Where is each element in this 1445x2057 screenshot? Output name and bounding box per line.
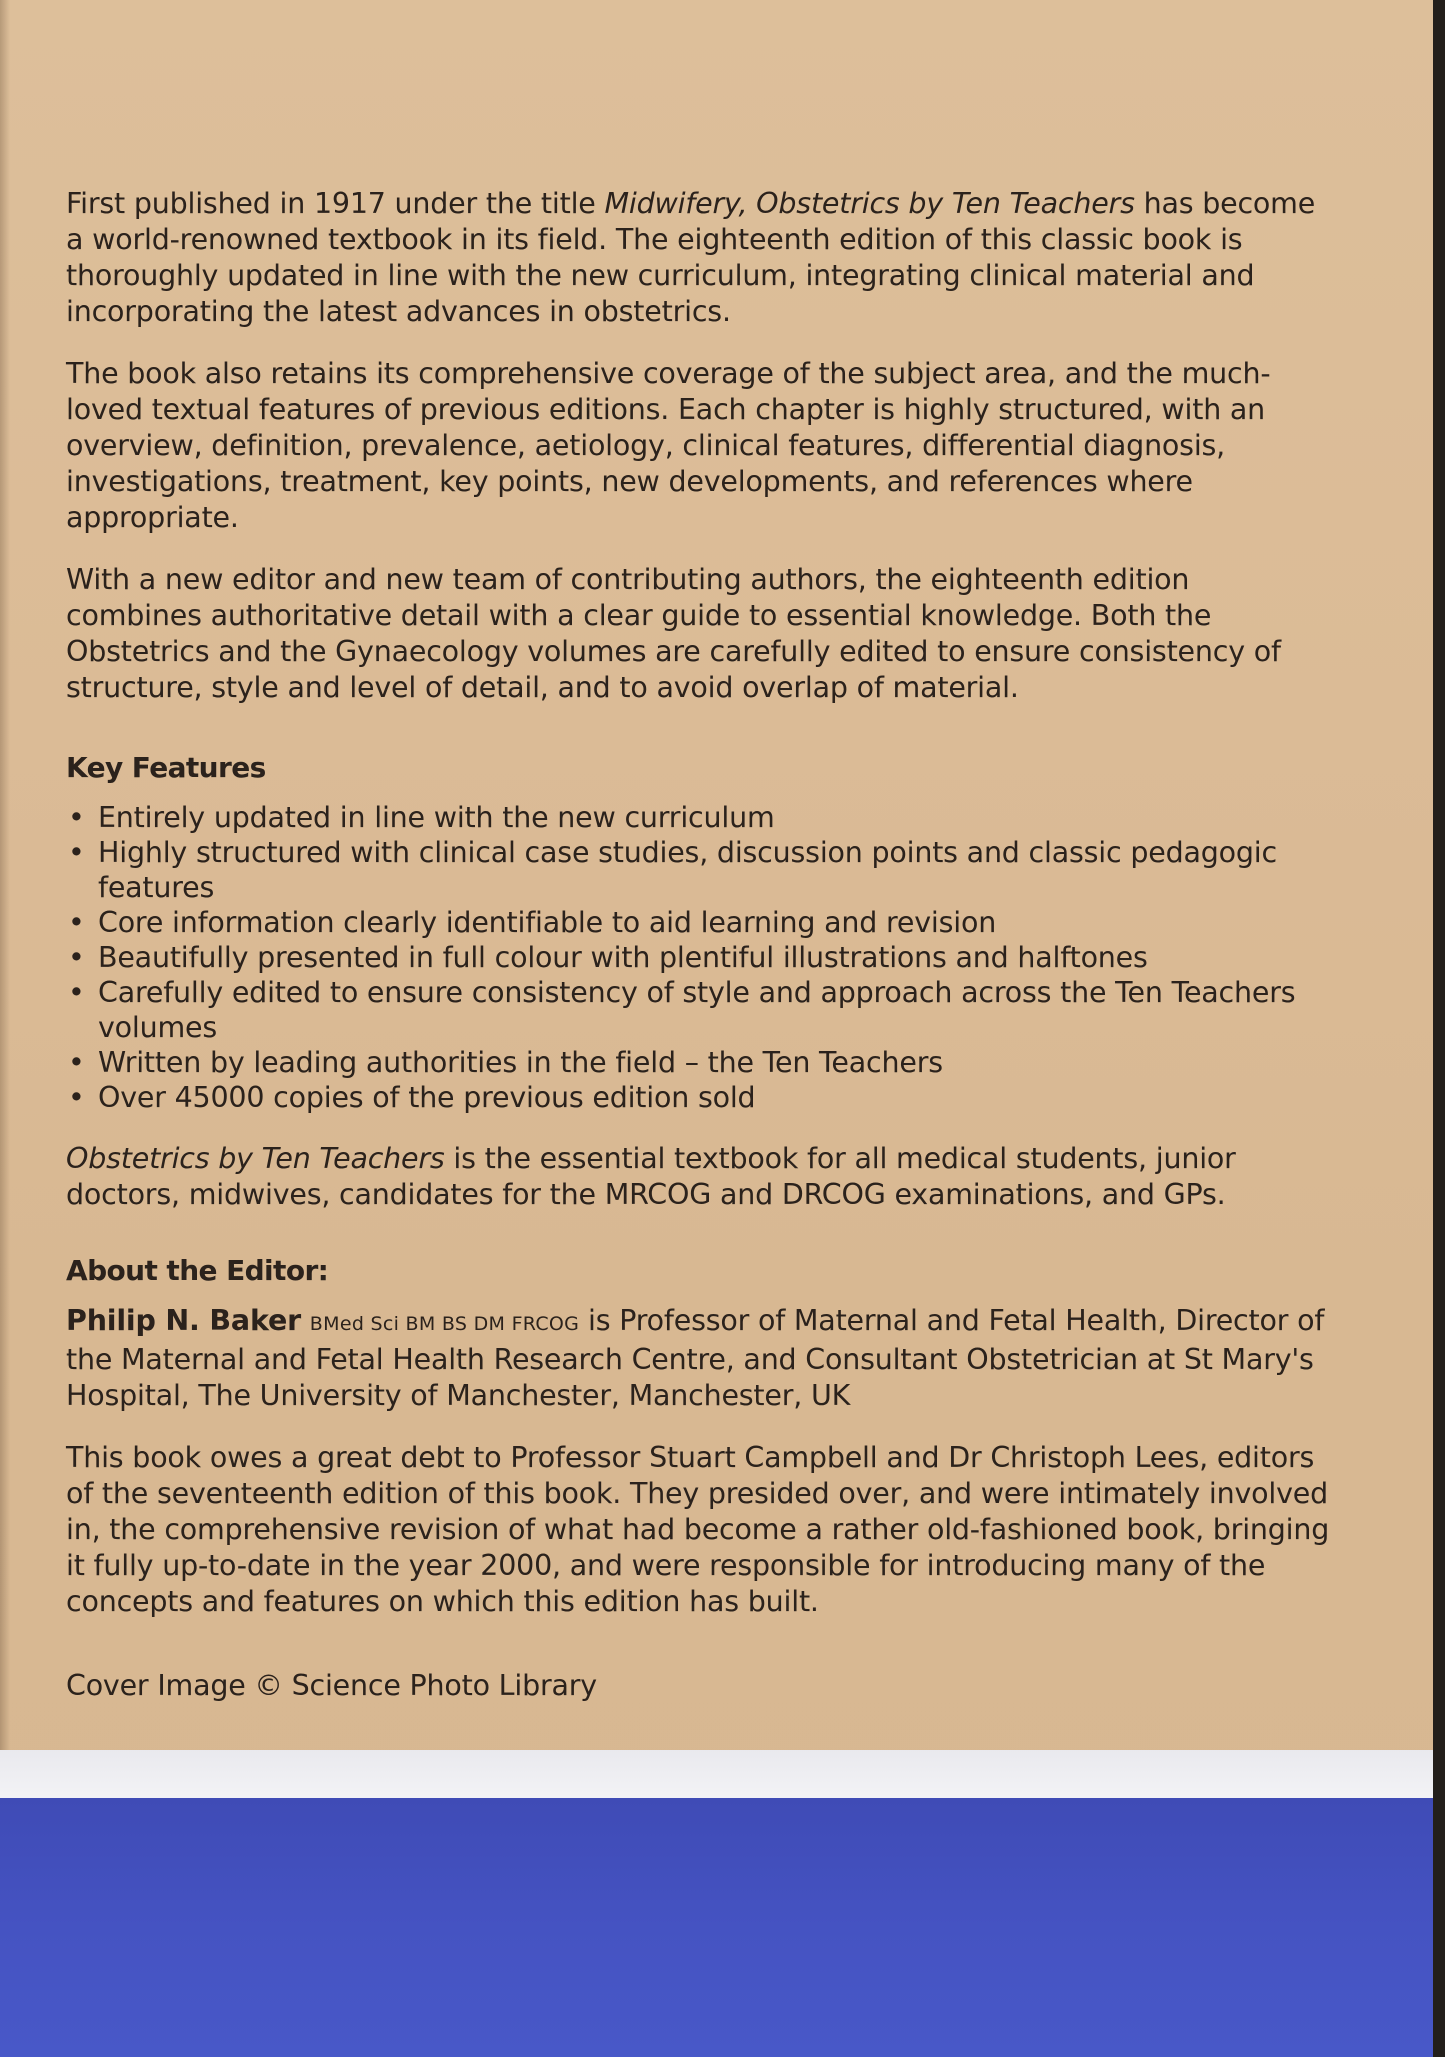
bullet-icon: • — [68, 1046, 85, 1079]
cover-image-credit: Cover Image © Science Photo Library — [66, 1669, 597, 1702]
intro-paragraph-1: First published in 1917 under the title Midwifery, Obstetrics by Ten Teachers has become a world-renowned textbook in its field. The eighteenth edition of this classic book is thoroughly updated in line with the new curriculum, integrating clinical material and incorporating the latest advances in obstetrics. — [66, 187, 1316, 328]
bullet-icon: • — [68, 836, 85, 869]
book-title: Obstetrics by Ten Teachers — [66, 1142, 445, 1175]
acknowledgement-paragraph: This book owes a great debt to Professor Stuart Campbell and Dr Christoph Lees, editors of the seventeenth edition of this book. They presided over, and were intimately involved in, the comprehensive revision of what had become a rather old-fashioned book, bringing it fully up-to-date in the year 2000, and were responsible for introducing many of the concepts and features on which this edition has built. — [66, 1441, 1330, 1618]
blue-band — [0, 1798, 1433, 2057]
list-item: • Highly structured with clinical case studies, discussion points and classic pedagogic features — [68, 836, 1277, 904]
list-item: • Written by leading authorities in the field – the Ten Teachers — [68, 1046, 943, 1079]
bullet-icon: • — [68, 976, 85, 1009]
white-stripe — [0, 1750, 1433, 1800]
bullet-icon: • — [68, 941, 85, 974]
bullet-icon: • — [68, 801, 85, 834]
intro-paragraph-2: The book also retains its comprehensive coverage of the subject area, and the much-loved textual features of previous editions. Each chapter is highly structured, with an overview, definition, prevalence, aetiology, clinical features, differential diagnosis, investigations, treatment, key points, new developments, and references where appropriate. — [66, 357, 1271, 534]
cover-edge-shadow — [0, 0, 10, 1750]
audience-paragraph: Obstetrics by Ten Teachers is the essential textbook for all medical students, junior doctors, midwives, candidates for the MRCOG and DRCOG examinations, and GPs. — [66, 1142, 1236, 1211]
about-editor-heading: About the Editor: — [66, 1254, 329, 1287]
editor-qualifications: BMed Sci BM BS DM FRCOG — [309, 1313, 580, 1335]
intro-paragraph-3: With a new editor and new team of contributing authors, the eighteenth edition combines authoritative detail with a clear guide to essential knowledge. Both the Obstetrics and the Gynaecology volumes are carefully edited to ensure consistency of structure, style and level of detail, and to avoid overlap of material. — [66, 563, 1281, 704]
key-features-heading: Key Features — [66, 751, 266, 784]
bullet-icon: • — [68, 1081, 85, 1114]
list-item: • Beautifully presented in full colour with plentiful illustrations and halftones — [68, 941, 1148, 974]
editor-name: Philip N. Baker — [66, 1304, 301, 1337]
list-item: • Core information clearly identifiable to aid learning and revision — [68, 906, 997, 939]
editor-bio-paragraph: Philip N. Baker BMed Sci BM BS DM FRCOG is Professor of Maternal and Fetal Health, Director of the Maternal and Fetal Health Research Centre, and Consultant Obstetrician at St Mary's Hospital, The University of Manchester, Manchester, UK — [66, 1304, 1325, 1412]
bullet-icon: • — [68, 906, 85, 939]
list-item: • Over 45000 copies of the previous edition sold — [68, 1081, 756, 1114]
blurb-content — [62, 186, 1332, 1704]
list-item: • Carefully edited to ensure consistency of style and approach across the Ten Teachers volumes — [68, 976, 1296, 1044]
background-edge — [1433, 0, 1445, 2057]
list-item: • Entirely updated in line with the new curriculum — [68, 801, 775, 834]
original-title: Midwifery, Obstetrics by Ten Teachers — [604, 187, 1135, 220]
key-features-list — [66, 800, 1332, 1115]
